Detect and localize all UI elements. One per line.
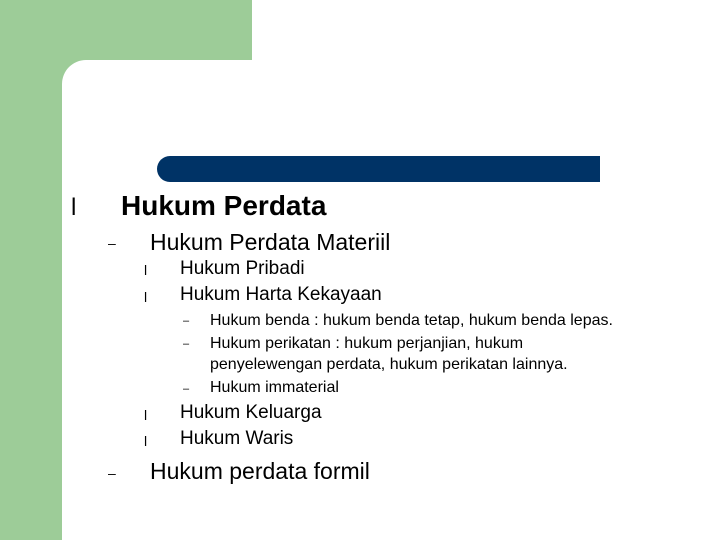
bullet-dot-marker: l (144, 262, 148, 278)
decorative-green-sidebar (0, 0, 62, 540)
detail-hukum-perikatan-cont: penyelewengan perdata, hukum perikatan lainnya. (210, 356, 568, 373)
bullet-dash-marker: – (108, 235, 116, 251)
slide-heading: Hukum Perdata (121, 190, 327, 221)
bullet-dash-marker: – (183, 338, 190, 350)
bullet-dot-marker: l (144, 433, 148, 449)
list-item-waris: Hukum Waris (180, 428, 294, 449)
detail-hukum-immaterial: Hukum immaterial (210, 379, 339, 396)
detail-hukum-benda: Hukum benda : hukum benda tetap, hukum benda lepas. (210, 312, 613, 329)
list-item-harta-kekayaan: Hukum Harta Kekayaan (180, 284, 382, 305)
detail-hukum-perikatan: Hukum perikatan : hukum perjanjian, hukum (210, 335, 524, 352)
list-item-keluarga: Hukum Keluarga (180, 402, 322, 423)
bullet-dot-marker: l (144, 407, 148, 423)
bullet-dot-marker: l (144, 289, 148, 305)
bullet-dash-marker: – (183, 315, 190, 327)
sub-heading-materiil: Hukum Perdata Materiil (150, 229, 391, 255)
bullet-dot-marker: l (71, 194, 77, 221)
bullet-dash-marker: – (183, 383, 190, 395)
list-item-pribadi: Hukum Pribadi (180, 258, 305, 279)
bullet-dash-marker: – (108, 465, 116, 481)
sub-heading-formil: Hukum perdata formil (150, 458, 370, 484)
title-bar (157, 156, 600, 182)
